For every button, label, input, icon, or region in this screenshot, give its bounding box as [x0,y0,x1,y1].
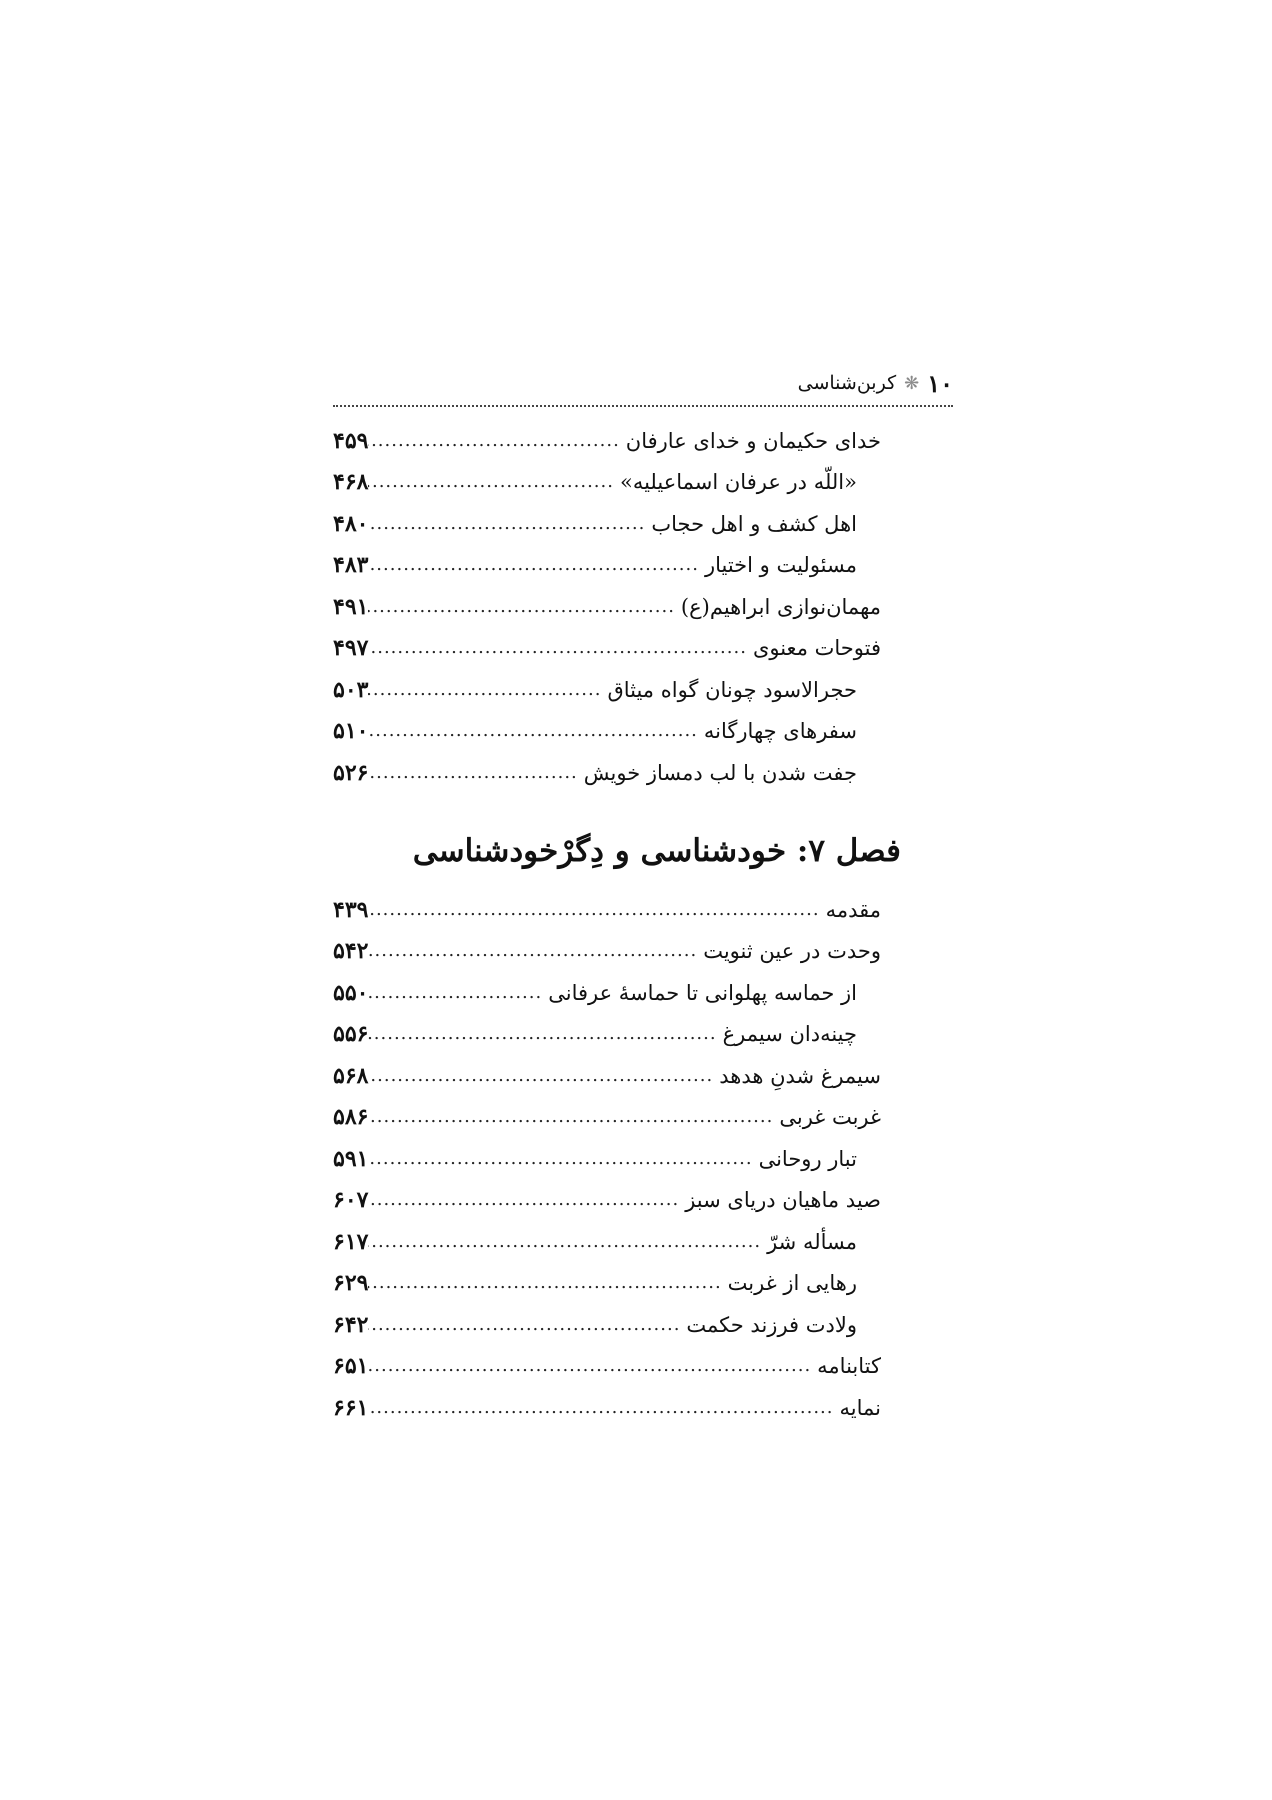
toc-entry[interactable] [333,1180,881,1222]
dot-leader [368,1357,811,1375]
ornament-icon: ❋ [904,372,920,394]
dot-leader [368,764,577,782]
dot-leader [368,1025,716,1043]
dot-leader [368,598,674,616]
toc-entry-title: رهایی از غربت [727,1271,857,1296]
toc-entry-page: ۴۹۷ [333,635,369,662]
dot-leader [368,1399,833,1417]
toc-entry-page: ۵۰۳ [333,676,369,703]
dot-leader [368,432,619,450]
dot-leader [368,984,542,1002]
toc-entry[interactable] [333,420,881,462]
toc-entry-page: ۵۲۶ [333,759,369,786]
toc-entry[interactable] [333,1055,881,1097]
page-number: ۱۰ [927,368,953,398]
dot-leader [368,1150,752,1168]
toc-entry-page: ۴۶۸ [333,469,369,496]
toc-entry-title: مسأله شرّ [767,1229,857,1254]
toc-entry-page: ۶۰۷ [333,1187,369,1214]
toc-entry-title: ولادت فرزند حکمت [686,1312,857,1337]
dot-leader [368,473,614,491]
toc-entry-page: ۵۸۶ [333,1104,369,1131]
toc-entry[interactable] [333,1138,881,1180]
toc-entry[interactable] [333,669,881,711]
dot-leader [368,722,697,740]
toc-entry[interactable] [333,545,881,587]
toc-entry-title: غربت غربی [779,1105,881,1130]
dot-leader [368,681,601,699]
toc-entry-title: مقدمه [825,897,881,922]
dot-leader [368,1067,713,1085]
toc-entry[interactable] [333,1263,881,1305]
dot-leader [368,1316,680,1334]
toc-entry-page: ۴۸۳ [333,552,369,579]
toc-section-top [333,420,881,794]
toc-entry[interactable] [333,462,881,504]
toc-entry[interactable] [333,1014,881,1056]
toc-entry-title: فتوحات معنوی [752,636,881,661]
dot-leader [368,639,746,657]
toc-entry-page: ۵۶۸ [333,1062,369,1089]
dot-leader [368,942,697,960]
toc-entry-page: ۵۹۱ [333,1145,369,1172]
toc-entry-title: چینه‌دان سیمرغ [722,1022,857,1047]
dot-leader [368,901,819,919]
dot-leader [368,515,645,533]
toc-entry-page: ۶۴۲ [333,1311,369,1338]
dot-leader [368,556,699,574]
toc-entry[interactable] [333,628,881,670]
toc-entry[interactable] [333,931,881,973]
toc-entry-page: ۴۸۰ [333,510,369,537]
toc-entry-page: ۵۵۰ [333,979,369,1006]
toc-entry-title: صید ماهیان دریای سبز [685,1188,881,1213]
toc-entry-title: سفرهای چهارگانه [703,719,857,744]
toc-entry[interactable] [333,1097,881,1139]
toc-entry-page: ۶۲۹ [333,1270,369,1297]
toc-entry-title: از حماسه پهلوانی تا حماسهٔ عرفانی [548,980,857,1005]
toc-entry-page: ۵۱۰ [333,718,369,745]
toc-entry-page: ۶۱۷ [333,1228,369,1255]
toc-entry-title: جفت شدن با لب دمساز خویش [583,760,857,785]
toc-entry-title: اهل کشف و اهل حجاب [651,511,857,536]
toc-entry-page: ۵۵۶ [333,1021,369,1048]
toc-entry-title: کتابنامه [817,1354,881,1379]
header-divider [333,405,953,407]
book-title: کربن‌شناسی [797,372,897,394]
toc-entry-title: خدای حکیمان و خدای عارفان [625,428,881,453]
toc-entry-title: مسئولیت و اختیار [704,553,857,578]
toc-entry-title: سیمرغ شدنِ هدهد [719,1063,881,1088]
toc-entry[interactable] [333,586,881,628]
toc-entry[interactable] [333,503,881,545]
toc-entry-title: تبار روحانی [758,1146,857,1171]
toc-entry-page: ۶۵۱ [333,1353,369,1380]
dot-leader [368,1233,761,1251]
toc-entry-title: «اللّه در عرفان اسماعیلیه» [619,470,857,495]
dot-leader [368,1108,773,1126]
toc-entry-title: حجرالاسود چونان گواه میثاق [607,677,857,702]
toc-entry-title: نمایه [839,1395,881,1420]
toc-entry-page: ۴۳۹ [333,896,369,923]
toc-entry[interactable] [333,1304,881,1346]
toc-entry-title: وحدت در عین ثنویت [703,939,881,964]
toc-entry[interactable] [333,752,881,794]
chapter-heading: فصل ۷: خودشناسی و دِگرْخودشناسی [412,833,901,869]
toc-entry-page: ۵۴۲ [333,938,369,965]
toc-entry-title: مهمان‌نوازی ابراهیم(ع) [680,594,881,619]
running-header [333,363,953,403]
toc-entry-page: ۴۵۹ [333,427,369,454]
toc-entry[interactable] [333,889,881,931]
toc-entry-page: ۴۹۱ [333,593,369,620]
toc-entry-page: ۶۶۱ [333,1394,369,1421]
dot-leader [368,1274,721,1292]
toc-entry[interactable] [333,972,881,1014]
toc-entry[interactable] [333,711,881,753]
toc-entry[interactable] [333,1346,881,1388]
toc-chapter-7 [333,889,881,1429]
dot-leader [368,1191,679,1209]
toc-entry[interactable] [333,1221,881,1263]
toc-entry[interactable] [333,1387,881,1429]
